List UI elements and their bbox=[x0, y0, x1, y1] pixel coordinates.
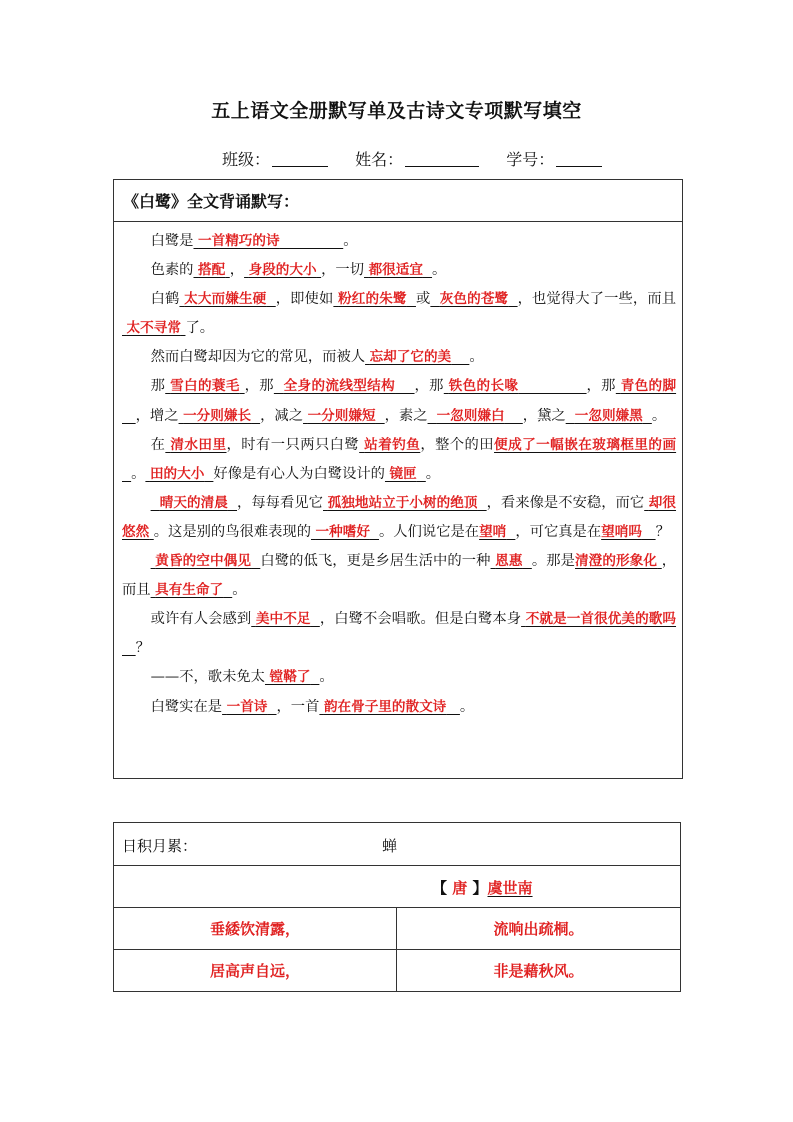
id-label: 学号： bbox=[506, 150, 555, 169]
name-blank[interactable] bbox=[405, 150, 479, 167]
answer-blank[interactable]: 便成了一幅嵌在玻璃框里的画 bbox=[494, 436, 677, 453]
paragraph-11: 白鹭实在是 一首诗 ，一首 韵在骨子里的散文诗 。 bbox=[150, 698, 475, 715]
answer-blank[interactable]: 站着钓鱼 bbox=[364, 436, 421, 453]
answer-blank[interactable]: 一首精巧的诗 bbox=[198, 233, 280, 249]
answer-blank[interactable]: 黄昏的空中偶见 bbox=[155, 553, 252, 570]
answer-blank[interactable]: 一分则嫌长 bbox=[183, 407, 252, 424]
answer-blank[interactable]: 粉红的朱鹭 bbox=[338, 291, 407, 308]
answer-blank[interactable]: 一忽则嫌黑 bbox=[574, 407, 643, 424]
answer-blank[interactable]: 晴天的清晨 bbox=[159, 494, 228, 511]
paragraph-3: 白鹤 太大而嫌生硬 ，即使如 粉红的朱鹭 或 灰色的苍鹭 ，也觉得大了一些，而且 太不寻常 了。 bbox=[126, 291, 677, 337]
answer-blank[interactable]: 清澄的形象化 bbox=[575, 553, 658, 570]
poem-attribution: 【 唐 】虞世南 bbox=[432, 879, 533, 897]
poem-line[interactable]: 居高声自远， bbox=[209, 962, 300, 980]
table-row bbox=[114, 823, 680, 866]
paragraph-8: 黄昏的空中偶见 白鹭的低飞，更是乡居生活中的一种 恩惠 。那是清澄的形象化 ，而且 具有生命了 。 bbox=[122, 553, 677, 599]
table-row bbox=[114, 908, 680, 950]
answer-blank[interactable]: 清水田里 bbox=[170, 436, 227, 453]
id-blank[interactable] bbox=[556, 150, 602, 167]
answer-blank[interactable]: 身段的大小 bbox=[248, 262, 317, 279]
poem-line[interactable]: 非是藉秋风。 bbox=[493, 962, 584, 980]
name-field bbox=[355, 147, 479, 170]
answer-blank[interactable]: 雪白的蓑毛 bbox=[170, 378, 240, 395]
section-heading: 《白鹭》全文背诵默写： bbox=[114, 180, 682, 222]
answer-blank[interactable]: 铁色的长喙 bbox=[448, 378, 519, 395]
paragraph-10: ——不，歌未免太 镗鞳了 。 bbox=[150, 669, 334, 686]
answer-blank[interactable]: 一分则嫌短 bbox=[307, 407, 376, 424]
paragraph-4: 然而白鹭却因为它的常见，而被人 忘却了它的美 。 bbox=[150, 349, 484, 366]
table-row bbox=[114, 950, 680, 991]
answer-blank[interactable]: 青色的脚 bbox=[620, 378, 677, 395]
bailu-dictation-box bbox=[113, 179, 683, 779]
class-label: 班级： bbox=[222, 150, 271, 169]
poem-author[interactable]: 虞世南 bbox=[487, 879, 533, 897]
section-label: 日积月累： bbox=[122, 837, 198, 855]
answer-blank[interactable]: 一忽则嫌白 bbox=[436, 407, 505, 424]
poem-line[interactable]: 流响出疏桐。 bbox=[493, 920, 584, 938]
paragraph-2: 色素的 搭配 ， 身段的大小 ，一切 都很适宜 。 bbox=[150, 262, 447, 279]
answer-blank[interactable]: 望哨 bbox=[479, 523, 507, 540]
paragraph-1: 白鹭是 一首精巧的诗 。 bbox=[150, 233, 358, 249]
paragraph-6: 在 清水田里，时有一只两只白鹭 站着钓鱼，整个的田便成了一幅嵌在玻璃框里的画 。 田的大小 好像是有心人为白鹭设计的 镜匣 。 bbox=[131, 436, 677, 482]
answer-blank[interactable]: 一种嗜好 bbox=[315, 523, 370, 540]
class-field bbox=[222, 147, 328, 170]
answer-blank[interactable]: 搭配 bbox=[198, 262, 226, 279]
student-info-line bbox=[222, 147, 624, 170]
answer-blank[interactable]: 太大而嫌生硬 bbox=[184, 291, 267, 308]
table-row bbox=[114, 866, 680, 908]
answer-blank[interactable]: 一首诗 bbox=[226, 698, 268, 715]
name-label: 姓名： bbox=[355, 150, 404, 169]
column-divider bbox=[396, 908, 397, 991]
paragraph-9: 或许有人会感到 美中不足 ，白鹭不会唱歌。但是白鹭本身 不就是一首很优美的歌吗 ？ bbox=[135, 611, 677, 657]
paragraph-7: 晴天的清晨 ，每每看见它 孤独地站立于小树的绝顶 ，看来像是不安稳，而它 却很悠然 。这是别的鸟很难表现的 一种嗜好 。人们说它是在望哨 ，可它真是在望哨吗 ？ bbox=[122, 494, 677, 540]
dynasty[interactable]: 唐 bbox=[452, 879, 468, 897]
answer-blank[interactable]: 都很适宜 bbox=[368, 262, 423, 279]
paragraph-5: 那 雪白的蓑毛 ，那 全身的流线型结构 ，那 铁色的长喙 ，那 青色的脚 ，增之 一分则嫌长 ，减之 一分则嫌短 ，素之 一忽则嫌白 ，黛之 一忽则嫌黑 。 bbox=[135, 378, 677, 424]
answer-blank[interactable]: 美中不足 bbox=[255, 611, 311, 628]
page-title: 五上语文全册默写单及古诗文专项默写填空 bbox=[211, 100, 582, 122]
answer-blank[interactable]: 忘却了它的美 bbox=[369, 349, 452, 366]
answer-blank[interactable]: 韵在骨子里的散文诗 bbox=[323, 698, 447, 715]
poem-line[interactable]: 垂緌饮清露， bbox=[209, 920, 300, 938]
class-blank[interactable] bbox=[272, 150, 328, 167]
poem-title: 蝉 bbox=[382, 837, 398, 855]
answer-blank[interactable]: 恩惠 bbox=[495, 553, 523, 570]
answer-blank[interactable]: 全身的流线型结构 bbox=[283, 378, 396, 395]
answer-blank[interactable]: 孤独地站立于小树的绝顶 bbox=[327, 494, 478, 511]
answer-blank[interactable]: 具有生命了 bbox=[155, 582, 224, 599]
answer-blank[interactable]: 不就是一首很优美的歌吗 bbox=[525, 611, 677, 628]
id-field bbox=[506, 147, 602, 170]
answer-blank[interactable]: 田的大小 bbox=[149, 465, 205, 482]
dictation-passage bbox=[114, 222, 682, 722]
answer-blank[interactable]: 灰色的苍鹭 bbox=[439, 291, 509, 308]
answer-blank[interactable]: 镜匣 bbox=[389, 465, 417, 482]
answer-blank[interactable]: 镗鞳了 bbox=[269, 669, 311, 686]
daily-accumulation-table bbox=[113, 822, 681, 992]
answer-blank[interactable]: 却很悠然 bbox=[122, 494, 677, 540]
answer-blank[interactable]: 太不寻常 bbox=[126, 320, 181, 337]
answer-blank[interactable]: 望哨吗 bbox=[601, 523, 642, 540]
